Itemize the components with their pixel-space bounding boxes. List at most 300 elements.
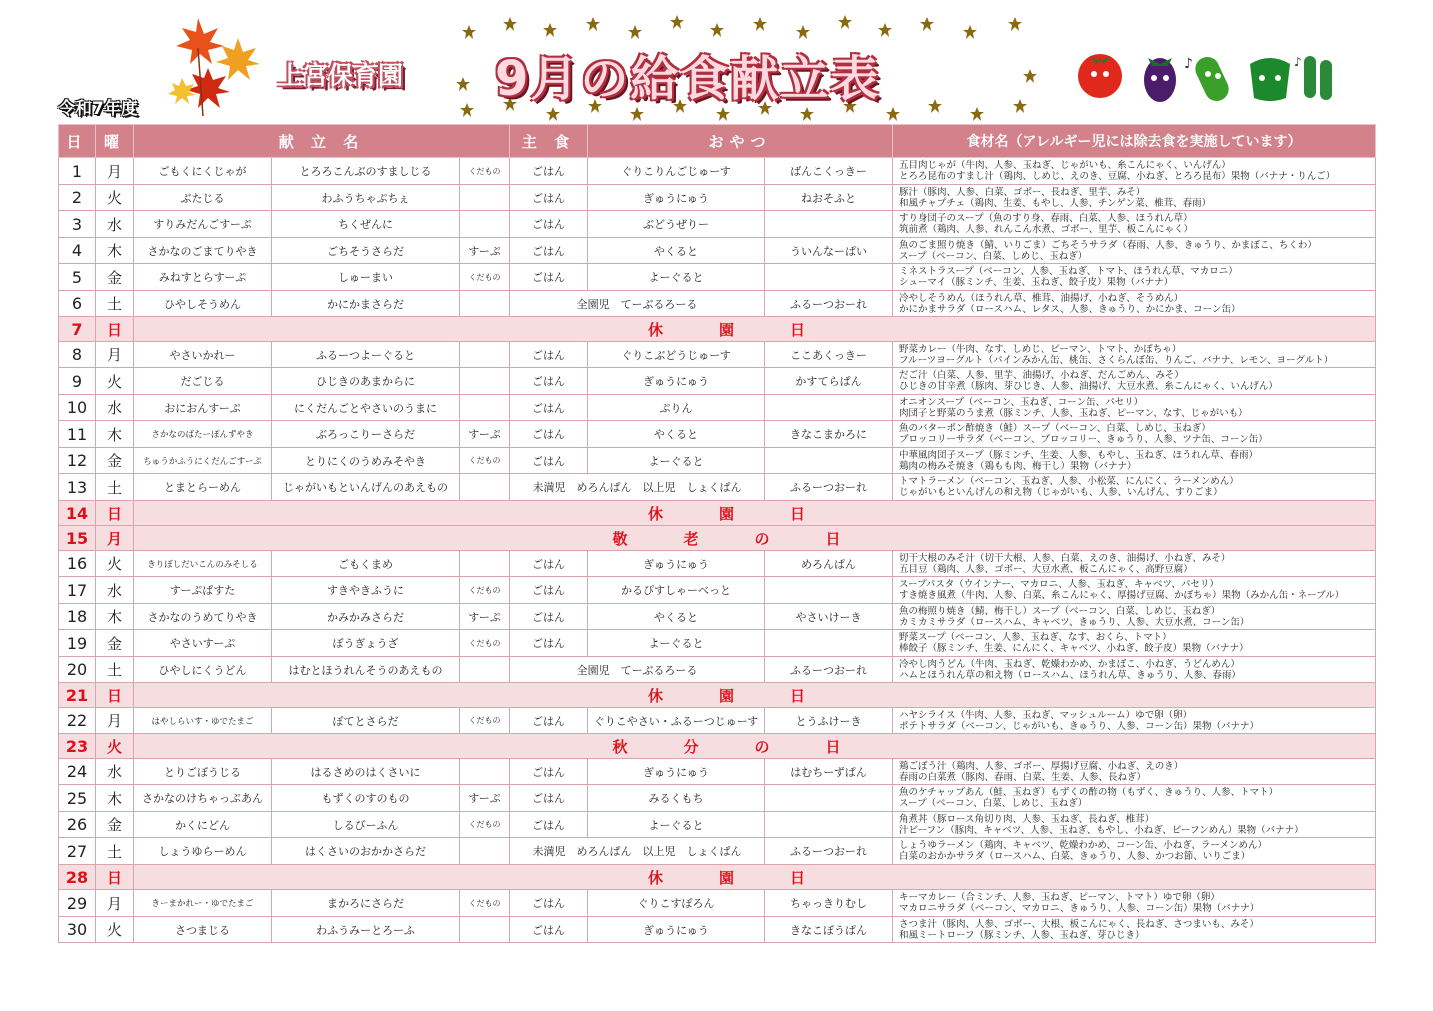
weekday-cell: 金	[96, 264, 134, 291]
table-row	[59, 577, 1376, 604]
header-staple: 主 食	[510, 125, 588, 158]
weekday-cell: 月	[96, 890, 134, 917]
snack-extra-cell	[765, 812, 893, 838]
ingredients-line: オニオンスープ（ベーコン、玉ねぎ、コーン缶、パセリ）	[899, 396, 1144, 408]
ingredients-cell	[893, 342, 1376, 368]
main-dish-cell: きーまかれー・ゆでたまご	[134, 890, 272, 917]
ingredients-line: 角煮丼（豚ロース角切り肉、人参、玉ねぎ、長ねぎ、椎茸）	[899, 813, 1155, 825]
snack-cell: ぷりん	[588, 395, 765, 421]
staple-cell: ごはん	[510, 342, 588, 368]
snack-cell: ぎゅうにゅう	[588, 917, 765, 943]
table-row	[59, 890, 1376, 917]
ingredients-line: 中華風肉団子スープ（豚ミンチ、生姜、人参、もやし、玉ねぎ、ほうれん草、春雨）	[899, 449, 1259, 461]
table-row	[59, 395, 1376, 421]
day-cell: 9	[59, 368, 96, 395]
holiday-name: 休園日	[134, 317, 1376, 342]
ingredients-cell	[893, 838, 1376, 865]
weekday-cell: 月	[96, 158, 134, 185]
ingredients-line: 切干大根のみそ汁（切干大根、人参、白菜、えのき、油揚げ、小ねぎ、みそ）	[899, 552, 1231, 564]
extra-dish-cell: くだもの	[460, 708, 510, 734]
snack-cell: やくると	[588, 604, 765, 630]
main-dish-cell: すりみだんごすーぷ	[134, 211, 272, 238]
ingredients-cell	[893, 577, 1376, 604]
day-cell: 4	[59, 238, 96, 264]
weekday-cell: 金	[96, 812, 134, 838]
ingredients-line: マカロニサラダ（ベーコン、マカロニ、きゅうり、人参、コーン缶）果物（バナナ）	[899, 903, 1260, 914]
ingredients-cell	[893, 238, 1376, 264]
ingredients-line: 五目肉じゃが（牛肉、人参、玉ねぎ、じゃがいも、糸こんにゃく、いんげん）	[899, 160, 1231, 171]
table-row	[59, 368, 1376, 395]
table-row	[59, 630, 1376, 657]
side-dish-cell: ひじきのあまからに	[272, 368, 460, 395]
extra-dish-cell: すーぷ	[460, 238, 510, 264]
side-dish-cell: まかろにさらだ	[272, 890, 460, 917]
snack-cell: みるくもち	[588, 785, 765, 812]
ingredients-cell	[893, 812, 1376, 838]
snack-extra-cell	[765, 785, 893, 812]
extra-dish-cell	[460, 368, 510, 395]
holiday-name: 休園日	[134, 865, 1376, 890]
ingredients-cell	[893, 158, 1376, 185]
ingredients-line: すき焼き風煮（牛肉、人参、白菜、糸こんにゃく、厚揚げ豆腐、かぼちゃ）果物（みかん缶・ネーブル）	[899, 590, 1345, 601]
main-dish-cell: ごもくにくじゃが	[134, 158, 272, 185]
side-dish-cell: ぼうぎょうざ	[272, 630, 460, 657]
table-row	[59, 474, 1376, 501]
ingredients-line: スープパスタ（ウインナー、マカロニ、人参、玉ねぎ、キャベツ、パセリ）	[899, 579, 1219, 590]
snack-cell: よーぐると	[588, 812, 765, 838]
snack-cell: ぎゅうにゅう	[588, 759, 765, 785]
weekday-cell: 日	[96, 501, 134, 526]
day-cell: 8	[59, 342, 96, 368]
main-dish-cell: ちゅうかふうにくだんごすーぷ	[134, 448, 272, 474]
weekday-cell: 水	[96, 759, 134, 785]
fiscal-year-label: 令和7年度	[58, 99, 138, 119]
main-dish-cell: きりぼしだいこんのみそしる	[134, 551, 272, 577]
day-cell: 28	[59, 865, 96, 890]
day-cell: 18	[59, 604, 96, 630]
table-row	[59, 551, 1376, 577]
staple-cell: ごはん	[510, 238, 588, 264]
weekday-cell: 月	[96, 342, 134, 368]
ingredients-line: ポテトサラダ（ベーコン、じゃがいも、きゅうり、人参、コーン缶）果物（バナナ）	[899, 720, 1259, 732]
extra-dish-cell: くだもの	[460, 630, 510, 657]
staple-cell: ごはん	[510, 604, 588, 630]
main-dish-cell: すーぷぱすた	[134, 577, 272, 604]
holiday-row	[59, 501, 1376, 526]
staple-snack-combined-cell: 未満児 めろんぱん 以上児 しょくぱん	[510, 474, 765, 501]
ingredients-cell	[893, 211, 1376, 238]
main-dish-cell: みねすとらすーぷ	[134, 264, 272, 291]
table-row	[59, 917, 1376, 943]
staple-snack-combined-cell: 全園児 てーぶるろーる	[510, 291, 765, 317]
weekday-cell: 木	[96, 785, 134, 812]
main-dish-cell: ひやしそうめん	[134, 291, 272, 317]
ingredients-cell	[893, 368, 1376, 395]
snack-extra-cell: ちゃっきりむし	[765, 890, 893, 917]
ingredients-cell	[893, 264, 1376, 291]
table-row	[59, 421, 1376, 448]
main-dish-cell: しょうゆらーめん	[134, 838, 272, 865]
ingredients-line: シューマイ（豚ミンチ、生姜、玉ねぎ、餃子皮）果物（バナナ）	[899, 277, 1174, 288]
table-row	[59, 708, 1376, 734]
staple-cell: ごはん	[510, 890, 588, 917]
staple-cell: ごはん	[510, 630, 588, 657]
side-dish-cell: とろろこんぶのすましじる	[272, 158, 460, 185]
side-dish-cell: ごもくまめ	[272, 551, 460, 577]
ingredients-cell	[893, 474, 1376, 501]
staple-cell: ごはん	[510, 158, 588, 185]
weekday-cell: 金	[96, 448, 134, 474]
weekday-cell: 日	[96, 865, 134, 890]
day-cell: 20	[59, 657, 96, 683]
main-dish-cell: かくにどん	[134, 812, 272, 838]
staple-cell: ごはん	[510, 211, 588, 238]
ingredients-line: 五目豆（鶏肉、人参、ゴボー、大豆水煮、板こんにゃく、高野豆腐）	[899, 563, 1193, 575]
main-dish-cell: やさいすーぷ	[134, 630, 272, 657]
ingredients-line: 和風ミートローフ（豚ミンチ、人参、玉ねぎ、芽ひじき）	[899, 929, 1145, 941]
main-dish-cell: だごじる	[134, 368, 272, 395]
nursery-name: 上宮保育園	[278, 61, 404, 90]
extra-dish-cell: くだもの	[460, 890, 510, 917]
ingredients-line: カミカミサラダ（ロースハム、キャベツ、きゅうり、人参、大豆水煮、コーン缶）	[899, 616, 1250, 628]
holiday-name: 休園日	[134, 683, 1376, 708]
side-dish-cell: ぽてとさらだ	[272, 708, 460, 734]
main-dish-cell: とまとらーめん	[134, 474, 272, 501]
snack-extra-cell: ういんなーぱい	[765, 238, 893, 264]
snack-cell: ぐりこぶどうじゅーす	[588, 342, 765, 368]
day-cell: 10	[59, 395, 96, 421]
ingredients-line: しょうゆラーメン（鶏肉、キャベツ、乾燥わかめ、コーン缶、小ねぎ、ラーメンめん）	[899, 840, 1267, 851]
day-cell: 29	[59, 890, 96, 917]
ingredients-line: 鶏ごぼう汁（鶏肉、人参、ゴボー、厚揚げ豆腐、小ねぎ、えのき）	[899, 760, 1184, 772]
day-cell: 17	[59, 577, 96, 604]
extra-dish-cell: くだもの	[460, 812, 510, 838]
snack-cell: よーぐると	[588, 448, 765, 474]
weekday-cell: 火	[96, 734, 134, 759]
ingredients-line: 冷やし肉うどん（牛肉、玉ねぎ、乾燥わかめ、かまぼこ、小ねぎ、うどんめん）	[899, 658, 1240, 670]
snack-extra-cell: ふるーつおーれ	[765, 657, 893, 683]
weekday-cell: 土	[96, 657, 134, 683]
weekday-cell: 日	[96, 683, 134, 708]
snack-extra-cell: きなこぼうぱん	[765, 917, 893, 943]
snack-extra-cell	[765, 577, 893, 604]
holiday-row	[59, 526, 1376, 551]
day-cell: 15	[59, 526, 96, 551]
ingredients-line: 冷やしそうめん（ほうれん草、椎茸、油揚げ、小ねぎ、そうめん）	[899, 292, 1184, 304]
day-cell: 13	[59, 474, 96, 501]
ingredients-line: とろろ昆布のすまし汁（鶏肉、しめじ、えのき、豆腐、小ねぎ、とろろ昆布）果物（バナナ・りんご）	[899, 171, 1336, 182]
ingredients-line: 春雨の白菜煮（豚肉、春雨、白菜、生姜、人参、長ねぎ）	[899, 771, 1147, 783]
ingredients-line: 豚汁（豚肉、人参、白菜、ゴボー、長ねぎ、里芋、みそ）	[899, 186, 1146, 198]
staple-cell: ごはん	[510, 551, 588, 577]
snack-cell: ぎゅうにゅう	[588, 185, 765, 211]
ingredients-cell	[893, 395, 1376, 421]
ingredients-line: ブロッコリーサラダ（ベーコン、ブロッコリー、きゅうり、人参、ツナ缶、コーン缶）	[899, 434, 1268, 445]
side-dish-cell: すきやきふうに	[272, 577, 460, 604]
extra-dish-cell	[460, 291, 510, 317]
day-cell: 19	[59, 630, 96, 657]
ingredients-line: ハムとほうれん草の和え物（ロースハム、ほうれん草、きゅうり、人参、春雨）	[899, 669, 1241, 681]
ingredients-line: じゃがいもといんげんの和え物（じゃがいも、人参、いんげん、すりごま）	[899, 487, 1223, 498]
snack-cell: よーぐると	[588, 264, 765, 291]
staple-cell: ごはん	[510, 368, 588, 395]
snack-cell: やくると	[588, 421, 765, 448]
day-cell: 11	[59, 421, 96, 448]
weekday-cell: 木	[96, 604, 134, 630]
ingredients-line: キーマカレー（合ミンチ、人参、玉ねぎ、ピーマン、トマト）ゆで卵（卵）	[899, 892, 1220, 903]
side-dish-cell: はくさいのおかかさらだ	[272, 838, 460, 865]
table-header-row	[59, 125, 1376, 158]
day-cell: 27	[59, 838, 96, 865]
snack-cell: ぎゅうにゅう	[588, 551, 765, 577]
main-dish-cell: はやしらいす・ゆでたまご	[134, 708, 272, 734]
side-dish-cell: かにかまさらだ	[272, 291, 460, 317]
snack-extra-cell: めろんぱん	[765, 551, 893, 577]
extra-dish-cell: すーぷ	[460, 421, 510, 448]
ingredients-line: ハヤシライス（牛肉、人参、玉ねぎ、マッシュルーム）ゆで卵（卵）	[899, 709, 1193, 721]
main-dish-cell: さかなのけちゃっぷあん	[134, 785, 272, 812]
page-header	[0, 0, 1433, 124]
side-dish-cell: しゅーまい	[272, 264, 460, 291]
ingredients-line: スープ（ベーコン、白菜、しめじ、玉ねぎ）	[899, 250, 1088, 262]
main-dish-cell: とりごぼうじる	[134, 759, 272, 785]
ingredients-line: スープ（ベーコン、白菜、しめじ、玉ねぎ）	[899, 798, 1088, 809]
ingredients-cell	[893, 708, 1376, 734]
weekday-cell: 金	[96, 630, 134, 657]
main-dish-cell: さかなのうめてりやき	[134, 604, 272, 630]
day-cell: 3	[59, 211, 96, 238]
staple-cell: ごはん	[510, 448, 588, 474]
ingredients-line: 野菜スープ（ベーコン、人参、玉ねぎ、なす、おくら、トマト）	[899, 632, 1172, 643]
day-cell: 7	[59, 317, 96, 342]
ingredients-cell	[893, 630, 1376, 657]
extra-dish-cell: くだもの	[460, 577, 510, 604]
menu-table	[58, 124, 1376, 943]
snack-extra-cell: はむちーずぱん	[765, 759, 893, 785]
staple-cell: ごはん	[510, 708, 588, 734]
weekday-cell: 月	[96, 526, 134, 551]
day-cell: 24	[59, 759, 96, 785]
staple-cell: ごはん	[510, 185, 588, 211]
extra-dish-cell	[460, 551, 510, 577]
staple-cell: ごはん	[510, 395, 588, 421]
snack-extra-cell	[765, 448, 893, 474]
ingredients-line: 魚のごま照り焼き（鯖、いりごま）ごちそうサラダ（春雨、人参、きゅうり、かまぼこ、ちくわ）	[899, 239, 1317, 251]
ingredients-cell	[893, 448, 1376, 474]
extra-dish-cell: すーぷ	[460, 604, 510, 630]
snack-extra-cell: きなこまかろに	[765, 421, 893, 448]
snack-extra-cell: ふるーつおーれ	[765, 474, 893, 501]
snack-cell: ぎゅうにゅう	[588, 368, 765, 395]
ingredients-cell	[893, 185, 1376, 211]
weekday-cell: 木	[96, 421, 134, 448]
staple-cell: ごはん	[510, 812, 588, 838]
side-dish-cell: もずくのすのもの	[272, 785, 460, 812]
main-dish-cell: やさいかれー	[134, 342, 272, 368]
ingredients-line: フルーツヨーグルト（パインみかん缶、桃缶、さくらんぼ缶、りんご、バナナ、レモン、ヨーグルト）	[899, 354, 1334, 366]
side-dish-cell: にくだんごとやさいのうまに	[272, 395, 460, 421]
snack-cell: ぐりこりんごじゅーす	[588, 158, 765, 185]
snack-extra-cell: ふるーつおーれ	[765, 838, 893, 865]
side-dish-cell: かみかみさらだ	[272, 604, 460, 630]
ingredients-cell	[893, 291, 1376, 317]
snack-extra-cell: ばんこくっきー	[765, 158, 893, 185]
header-day: 日	[59, 125, 96, 158]
weekday-cell: 火	[96, 917, 134, 943]
header-ingredients: 食材名（アレルギー児には除去食を実施しています）	[893, 125, 1376, 158]
table-row	[59, 604, 1376, 630]
table-row	[59, 785, 1376, 812]
holiday-name: 敬老の日	[134, 526, 1376, 551]
staple-cell: ごはん	[510, 785, 588, 812]
extra-dish-cell	[460, 657, 510, 683]
menu-table-body	[59, 158, 1376, 943]
table-row	[59, 291, 1376, 317]
extra-dish-cell	[460, 917, 510, 943]
snack-extra-cell: やさいけーき	[765, 604, 893, 630]
ingredients-line: 野菜カレー（牛肉、なす、しめじ、ピーマン、トマト、かぼちゃ）	[899, 343, 1182, 355]
snack-extra-cell	[765, 630, 893, 657]
ingredients-line: 棒餃子（豚ミンチ、生姜、にんにく、キャベツ、小ねぎ、餃子皮）果物（バナナ）	[899, 643, 1249, 654]
extra-dish-cell	[460, 759, 510, 785]
ingredients-line: 和風チャプチェ（鶏肉、生姜、もやし、人参、チンゲン菜、椎茸、春雨）	[899, 197, 1212, 209]
extra-dish-cell	[460, 395, 510, 421]
extra-dish-cell: すーぷ	[460, 785, 510, 812]
side-dish-cell: ぶろっこりーさらだ	[272, 421, 460, 448]
snack-extra-cell	[765, 211, 893, 238]
weekday-cell: 水	[96, 211, 134, 238]
staple-cell: ごはん	[510, 421, 588, 448]
table-row	[59, 448, 1376, 474]
ingredients-line: 白菜のおかかサラダ（ロースハム、白菜、きゅうり、人参、かつお節、いりごま）	[899, 851, 1251, 862]
extra-dish-cell	[460, 838, 510, 865]
ingredients-line: だご汁（白菜、人参、里芋、油揚げ、小ねぎ、だんごめん、みそ）	[899, 370, 1184, 381]
snack-extra-cell: かすてらぱん	[765, 368, 893, 395]
header-snack: おやつ	[588, 125, 893, 158]
snack-extra-cell	[765, 395, 893, 421]
side-dish-cell: ごちそうさらだ	[272, 238, 460, 264]
ingredients-line: 魚のケチャップあん（鮭、玉ねぎ）もずくの酢の物（もずく、きゅうり、人参、トマト）	[899, 787, 1279, 798]
extra-dish-cell	[460, 474, 510, 501]
ingredients-line: トマトラーメン（ベーコン、玉ねぎ、人参、小松菜、にんにく、ラーメンめん）	[899, 476, 1239, 487]
page-title: 9月の給食献立表	[495, 51, 881, 107]
weekday-cell: 水	[96, 395, 134, 421]
table-row	[59, 158, 1376, 185]
ingredients-cell	[893, 421, 1376, 448]
weekday-cell: 火	[96, 185, 134, 211]
weekday-cell: 月	[96, 708, 134, 734]
weekday-cell: 土	[96, 291, 134, 317]
holiday-name: 秋分の日	[134, 734, 1376, 759]
ingredients-line: すり身団子のスープ（魚のすり身、春雨、白菜、人参、ほうれん草）	[899, 213, 1193, 224]
side-dish-cell: しるびーふん	[272, 812, 460, 838]
snack-extra-cell: ねおそふと	[765, 185, 893, 211]
holiday-row	[59, 865, 1376, 890]
weekday-cell: 木	[96, 238, 134, 264]
day-cell: 14	[59, 501, 96, 526]
holiday-row	[59, 317, 1376, 342]
ingredients-line: 魚の梅照り焼き（鯖、梅干し）スープ（ベーコン、白菜、しめじ、玉ねぎ）	[899, 605, 1221, 617]
snack-cell: ぶどうぜりー	[588, 211, 765, 238]
day-cell: 21	[59, 683, 96, 708]
ingredients-cell	[893, 551, 1376, 577]
day-cell: 25	[59, 785, 96, 812]
side-dish-cell: ふるーつよーぐると	[272, 342, 460, 368]
staple-cell: ごはん	[510, 759, 588, 785]
weekday-cell: 火	[96, 368, 134, 395]
header-menu: 献 立 名	[134, 125, 510, 158]
day-cell: 26	[59, 812, 96, 838]
ingredients-line: 魚のバターポン酢焼き（鮭）スープ（ベーコン、白菜、しめじ、玉ねぎ）	[899, 423, 1211, 434]
table-row	[59, 342, 1376, 368]
table-row	[59, 812, 1376, 838]
ingredients-cell	[893, 759, 1376, 785]
ingredients-line: 筑前煮（鶏肉、人参、れんこん水煮、ゴボー、里芋、板こんにゃく）	[899, 224, 1193, 235]
extra-dish-cell: くだもの	[460, 264, 510, 291]
vegetable-characters-icon	[1072, 46, 1342, 106]
ingredients-cell	[893, 890, 1376, 917]
side-dish-cell: わふうちゃぷちぇ	[272, 185, 460, 211]
staple-cell: ごはん	[510, 264, 588, 291]
side-dish-cell: じゃがいもといんげんのあえもの	[272, 474, 460, 501]
main-dish-cell: さつまじる	[134, 917, 272, 943]
ingredients-line: 汁ビーフン（豚肉、キャベツ、人参、玉ねぎ、もやし、小ねぎ、ビーフンめん）果物（バナナ）	[899, 824, 1304, 836]
weekday-cell: 火	[96, 551, 134, 577]
ingredients-line: 肉団子と野菜のうま煮（豚ミンチ、人参、玉ねぎ、ピーマン、なす、じゃがいも）	[899, 407, 1248, 419]
day-cell: 16	[59, 551, 96, 577]
table-row	[59, 838, 1376, 865]
side-dish-cell: はるさめのはくさいに	[272, 759, 460, 785]
svg-text:♪: ♪	[1294, 55, 1302, 69]
main-dish-cell: さかなのごまてりやき	[134, 238, 272, 264]
side-dish-cell: ちくぜんに	[272, 211, 460, 238]
snack-cell: よーぐると	[588, 630, 765, 657]
staple-cell: ごはん	[510, 917, 588, 943]
extra-dish-cell	[460, 211, 510, 238]
snack-cell: ぐりこすぽろん	[588, 890, 765, 917]
main-dish-cell: おにおんすーぷ	[134, 395, 272, 421]
ingredients-line: 鶏肉の梅みそ焼き（鶏もも肉、梅干し）果物（バナナ）	[899, 460, 1137, 472]
table-row	[59, 759, 1376, 785]
day-cell: 5	[59, 264, 96, 291]
day-cell: 23	[59, 734, 96, 759]
day-cell: 22	[59, 708, 96, 734]
snack-cell: かるぴすしゃーべっと	[588, 577, 765, 604]
day-cell: 30	[59, 917, 96, 943]
snack-extra-cell: ふるーつおーれ	[765, 291, 893, 317]
holiday-row	[59, 683, 1376, 708]
extra-dish-cell: くだもの	[460, 158, 510, 185]
snack-extra-cell: ここあくっきー	[765, 342, 893, 368]
weekday-cell: 土	[96, 474, 134, 501]
weekday-cell: 日	[96, 317, 134, 342]
extra-dish-cell	[460, 185, 510, 211]
table-row	[59, 238, 1376, 264]
extra-dish-cell: くだもの	[460, 448, 510, 474]
extra-dish-cell	[460, 342, 510, 368]
snack-extra-cell: とうふけーき	[765, 708, 893, 734]
table-row	[59, 657, 1376, 683]
ingredients-line: かにかまサラダ（ロースハム、レタス、人参、きゅうり、かにかま、コーン缶）	[899, 303, 1241, 315]
ingredients-cell	[893, 604, 1376, 630]
holiday-name: 休園日	[134, 501, 1376, 526]
autumn-leaf-icon	[168, 8, 268, 118]
snack-cell: ぐりこやさい・ふるーつじゅーす	[588, 708, 765, 734]
weekday-cell: 水	[96, 577, 134, 604]
ingredients-line: ミネストラスープ（ベーコン、人参、玉ねぎ、トマト、ほうれん草、マカロニ）	[899, 266, 1238, 277]
ingredients-line: さつま汁（豚肉、人参、ゴボー、大根、板こんにゃく、長ねぎ、さつまいも、みそ）	[899, 918, 1259, 930]
snack-cell: やくると	[588, 238, 765, 264]
